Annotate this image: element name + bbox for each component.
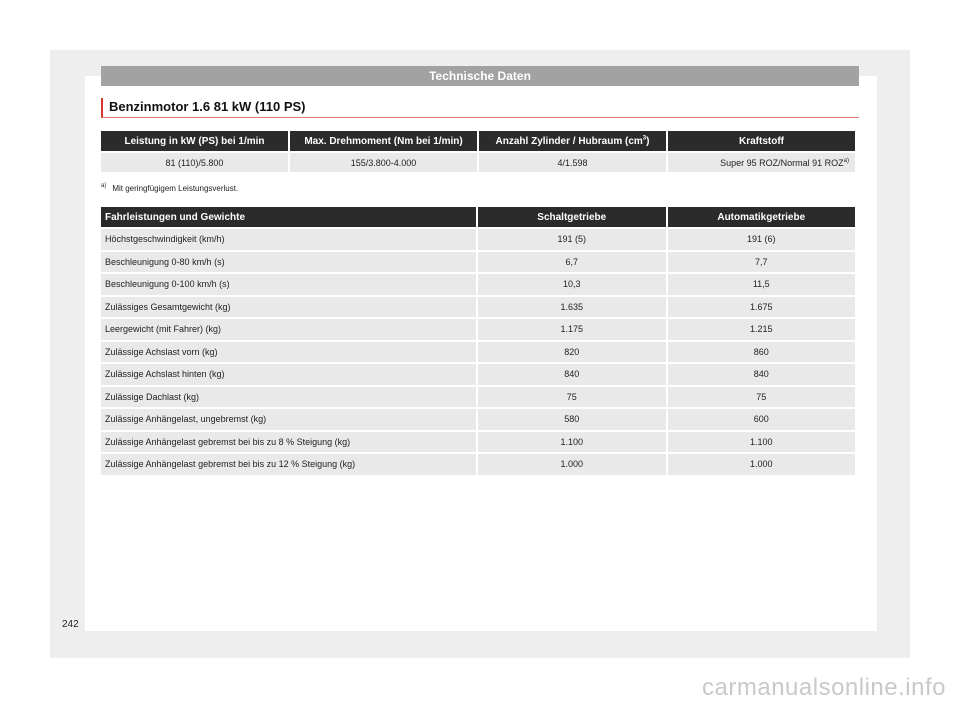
table-row <box>101 297 855 318</box>
column-header-performance: Fahrleistungen und Gewichte <box>101 207 476 227</box>
row-label: Zulässige Anhängelast gebremst bei bis zu 12 % Steigung (kg) <box>101 454 476 475</box>
cell-automatic: 1.000 <box>668 454 856 475</box>
cell-automatic: 860 <box>668 342 856 363</box>
cell-manual: 1.175 <box>478 319 666 340</box>
cell-automatic: 1.675 <box>668 297 856 318</box>
row-label: Zulässige Achslast vorn (kg) <box>101 342 476 363</box>
cell-automatic: 11,5 <box>668 274 856 295</box>
watermark: carmanualsonline.info <box>702 674 946 701</box>
table-row <box>101 432 855 453</box>
table-row <box>101 454 855 475</box>
table-row <box>101 153 855 172</box>
footnote-marker: a) <box>843 157 849 164</box>
performance-table <box>99 205 857 477</box>
cell-cylinders: 4/1.598 <box>479 153 666 172</box>
table-row <box>101 319 855 340</box>
column-header-automatic: Automatikgetriebe <box>668 207 856 227</box>
cell-manual: 1.100 <box>478 432 666 453</box>
page-title: Benzinmotor 1.6 81 kW (110 PS) <box>101 98 859 118</box>
footnote-marker: a) <box>101 183 107 190</box>
column-header-cylinders <box>479 131 666 151</box>
cell-manual: 75 <box>478 387 666 408</box>
cell-manual: 580 <box>478 409 666 430</box>
engine-table <box>99 129 857 174</box>
row-label: Zulässiges Gesamtgewicht (kg) <box>101 297 476 318</box>
table-header-row <box>101 131 855 151</box>
cell-fuel <box>668 153 855 172</box>
table-row <box>101 342 855 363</box>
cell-manual: 191 (5) <box>478 229 666 250</box>
column-header-torque: Max. Drehmoment (Nm bei 1/min) <box>290 131 477 151</box>
cell-manual: 10,3 <box>478 274 666 295</box>
row-label: Beschleunigung 0-80 km/h (s) <box>101 252 476 273</box>
table-row <box>101 252 855 273</box>
cell-manual: 820 <box>478 342 666 363</box>
row-label: Zulässige Anhängelast gebremst bei bis zu 8 % Steigung (kg) <box>101 432 476 453</box>
cell-automatic: 600 <box>668 409 856 430</box>
table-header-row <box>101 207 855 227</box>
cell-manual: 840 <box>478 364 666 385</box>
cell-manual: 1.635 <box>478 297 666 318</box>
cell-automatic: 1.100 <box>668 432 856 453</box>
row-label: Zulässige Achslast hinten (kg) <box>101 364 476 385</box>
table-row <box>101 274 855 295</box>
superscript-3: 3 <box>642 135 647 142</box>
column-header-power: Leistung in kW (PS) bei 1/min <box>101 131 288 151</box>
cell-automatic: 7,7 <box>668 252 856 273</box>
cell-automatic: 191 (6) <box>668 229 856 250</box>
page-number: 242 <box>62 619 79 630</box>
table-row <box>101 409 855 430</box>
column-header-cylinders-text: Anzahl Zylinder / Hubraum (cm <box>495 135 643 147</box>
cell-fuel-text: Super 95 ROZ/Normal 91 ROZ <box>720 157 844 168</box>
cell-manual: 1.000 <box>478 454 666 475</box>
cell-automatic: 75 <box>668 387 856 408</box>
column-header-manual: Schaltgetriebe <box>478 207 666 227</box>
row-label: Höchstgeschwindigkeit (km/h) <box>101 229 476 250</box>
row-label: Leergewicht (mit Fahrer) (kg) <box>101 319 476 340</box>
table-row <box>101 364 855 385</box>
cell-automatic: 840 <box>668 364 856 385</box>
cell-power: 81 (110)/5.800 <box>101 153 288 172</box>
cell-automatic: 1.215 <box>668 319 856 340</box>
footnote <box>101 184 238 193</box>
row-label: Zulässige Anhängelast, ungebremst (kg) <box>101 409 476 430</box>
section-header: Technische Daten <box>101 66 859 86</box>
footnote-text: Mit geringfügigem Leistungsverlust. <box>112 184 239 193</box>
cell-manual: 6,7 <box>478 252 666 273</box>
cell-torque: 155/3.800-4.000 <box>290 153 477 172</box>
column-header-fuel: Kraftstoff <box>668 131 855 151</box>
row-label: Zulässige Dachlast (kg) <box>101 387 476 408</box>
table-row <box>101 387 855 408</box>
column-header-cylinders-close: ) <box>646 135 650 147</box>
row-label: Beschleunigung 0-100 km/h (s) <box>101 274 476 295</box>
table-row <box>101 229 855 250</box>
